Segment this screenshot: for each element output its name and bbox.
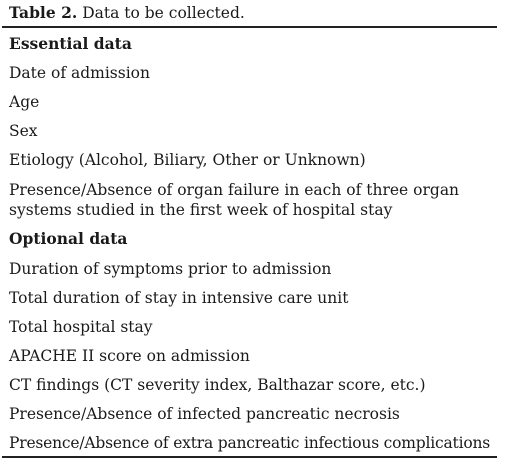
table-row: Etiology (Alcohol, Biliary, Other or Unknown) xyxy=(9,151,366,169)
table-row: Total duration of stay in intensive care unit xyxy=(9,289,349,307)
table-top-rule xyxy=(2,26,497,28)
table-row: Presence/Absence of infected pancreatic necrosis xyxy=(9,405,400,423)
table-caption-label: Table 2. xyxy=(9,3,78,22)
table-row: Presence/Absence of organ failure in each of three organ systems studied in the first week of hospital stay xyxy=(9,181,460,219)
section-heading-optional: Optional data xyxy=(9,229,128,248)
table-row: APACHE II score on admission xyxy=(9,347,250,365)
table-caption xyxy=(9,3,245,23)
table-row: Duration of symptoms prior to admission xyxy=(9,260,332,278)
table-bottom-rule xyxy=(2,456,497,458)
table-row: Total hospital stay xyxy=(9,318,153,336)
table-caption-text: Data to be collected. xyxy=(77,4,245,22)
table-row: Presence/Absence of extra pancreatic infectious complications xyxy=(9,434,490,452)
table-row: Sex xyxy=(9,122,38,140)
table-row: Date of admission xyxy=(9,64,150,82)
table-row: Age xyxy=(9,93,40,111)
table-row: CT findings (CT severity index, Balthazar score, etc.) xyxy=(9,376,426,394)
section-heading-essential: Essential data xyxy=(9,34,132,53)
